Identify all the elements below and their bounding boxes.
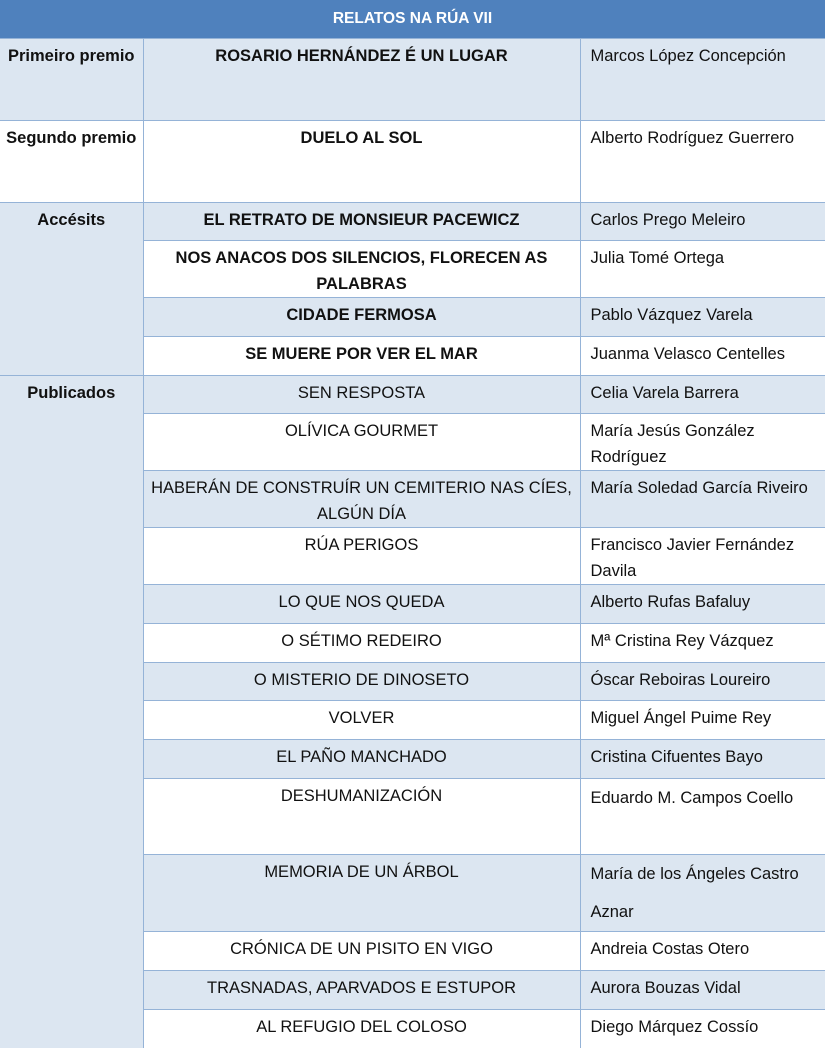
category-label: Segundo premio [0, 121, 143, 203]
story-title: HABERÁN DE CONSTRUÍR UN CEMITERIO NAS CÍES, ALGÚN DÍA [143, 471, 580, 528]
story-title: RÚA PERIGOS [143, 528, 580, 585]
author-name: Alberto Rufas Bafaluy [580, 585, 825, 624]
story-title: NOS ANACOS DOS SILENCIOS, FLORECEN AS PALABRAS [143, 241, 580, 298]
author-name: Celia Varela Barrera [580, 376, 825, 414]
author-name: Eduardo M. Campos Coello [580, 779, 825, 855]
author-name: Andreia Costas Otero [580, 932, 825, 971]
author-name: Aurora Bouzas Vidal [580, 971, 825, 1010]
author-name: María de los Ángeles Castro Aznar [580, 855, 825, 932]
author-name: Juanma Velasco Centelles [580, 337, 825, 376]
story-title: O SÉTIMO REDEIRO [143, 624, 580, 663]
category-label: Primeiro premio [0, 39, 143, 121]
story-title: SEN RESPOSTA [143, 376, 580, 414]
story-title: TRASNADAS, APARVADOS E ESTUPOR [143, 971, 580, 1010]
story-title: VOLVER [143, 701, 580, 740]
story-title: DUELO AL SOL [143, 121, 580, 203]
story-title: MEMORIA DE UN ÁRBOL [143, 855, 580, 932]
author-name: Miguel Ángel Puime Rey [580, 701, 825, 740]
category-label: Accésits [0, 203, 143, 376]
author-name: Francisco Javier Fernández Davila [580, 528, 825, 585]
story-title: EL PAÑO MANCHADO [143, 740, 580, 779]
author-name: Óscar Reboiras Loureiro [580, 663, 825, 701]
author-name: María Jesús González Rodríguez [580, 414, 825, 471]
author-name: Cristina Cifuentes Bayo [580, 740, 825, 779]
author-name: Carlos Prego Meleiro [580, 203, 825, 241]
story-title: ROSARIO HERNÁNDEZ É UN LUGAR [143, 39, 580, 121]
table-row [0, 203, 825, 241]
story-title: CIDADE FERMOSA [143, 298, 580, 337]
table-row [0, 39, 825, 121]
author-name: Diego Márquez Cossío [580, 1010, 825, 1048]
author-name: María Soledad García Riveiro [580, 471, 825, 528]
story-title: EL RETRATO DE MONSIEUR PACEWICZ [143, 203, 580, 241]
story-title: DESHUMANIZACIÓN [143, 779, 580, 855]
story-title: OLÍVICA GOURMET [143, 414, 580, 471]
story-title: CRÓNICA DE UN PISITO EN VIGO [143, 932, 580, 971]
category-label: Publicados [0, 376, 143, 1048]
table-row [0, 121, 825, 203]
story-title: SE MUERE POR VER EL MAR [143, 337, 580, 376]
table-title: RELATOS NA RÚA VII [0, 0, 825, 39]
table-row [0, 376, 825, 414]
author-name: Mª Cristina Rey Vázquez [580, 624, 825, 663]
author-name: Pablo Vázquez Varela [580, 298, 825, 337]
author-name: Julia Tomé Ortega [580, 241, 825, 298]
story-title: AL REFUGIO DEL COLOSO [143, 1010, 580, 1048]
author-name: Alberto Rodríguez Guerrero [580, 121, 825, 203]
story-title: LO QUE NOS QUEDA [143, 585, 580, 624]
author-name: Marcos López Concepción [580, 39, 825, 121]
story-title: O MISTERIO DE DINOSETO [143, 663, 580, 701]
